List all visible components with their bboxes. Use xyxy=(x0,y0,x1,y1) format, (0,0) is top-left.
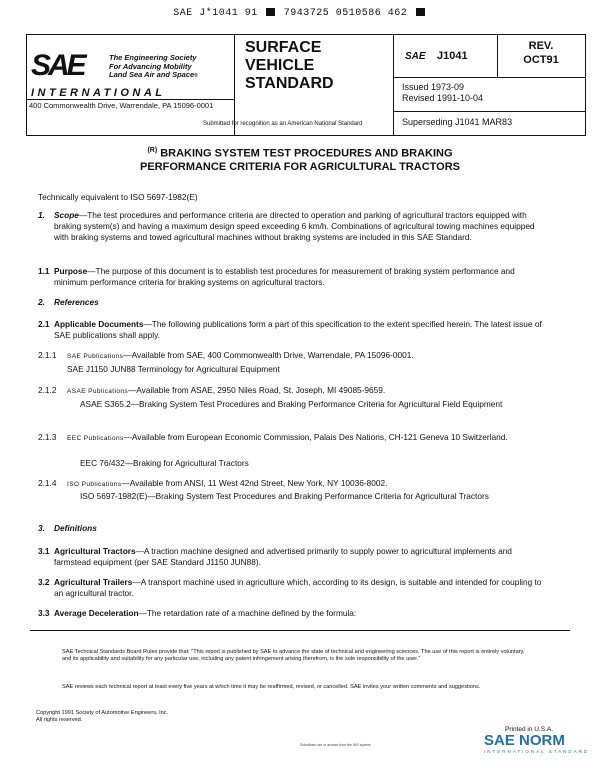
section-text: —The retardation rate of a machine defined by the formula: xyxy=(138,608,357,618)
section-text: —A transport machine used in agriculture which, according to its design, is suitable and intended for coupling to an agricultural tractor. xyxy=(54,577,542,598)
board-rules-note: SAE Technical Standards Board Rules provide that: "This report is published by SAE to advance the state of technical and engineering sciences. The use of this report is entirely voluntary, and its applicability and suitability for any particular use, including any patent infringement arising therefrom, is the sole responsibility of the user." xyxy=(62,649,525,662)
barcode-left: SAE J*1041 91 xyxy=(173,8,258,19)
revision-label: REV. xyxy=(528,40,554,52)
section-number xyxy=(38,210,45,221)
standard-type-line: STANDARD xyxy=(245,75,334,92)
review-note: SAE reviews each technical report at least every five years at which time it may be reaffirmed, revised, or cancelled. SAE invites your written comments and suggestions. xyxy=(62,684,481,690)
section-text: —Available from SAE, 400 Commonwealth Drive, Warrendale, PA 15096-0001. xyxy=(123,350,414,360)
watermark-subtitle: INTERNATIONAL STANDARD xyxy=(484,749,590,754)
section-text: —The purpose of this document is to establish test procedures for measurement of braking system performance and minimum performance criteria for braking systems on agricultural tractors. xyxy=(54,266,515,287)
section-number xyxy=(38,523,45,534)
ihs-note: Substitute use or access from the IHS system xyxy=(300,743,371,747)
section-text: —The test procedures and performance criteria are directed to operation and parking of agricultural tractors equipped with braking system(s) and having a maximum design speed exceeding 6 km/h. Combinations of agricultural towing machines equipped with braking systems and towed agricultural machines without braking systems are included in this SAE Standard. xyxy=(54,210,535,242)
title-line xyxy=(60,144,540,161)
section-number xyxy=(38,577,50,588)
section-num: 3. xyxy=(38,523,45,533)
section-heading: Agricultural Trailers xyxy=(54,577,133,587)
section-average-deceleration xyxy=(54,608,544,619)
section-purpose xyxy=(54,266,544,288)
section-iso-publications xyxy=(67,478,545,490)
section-num: 2.1 xyxy=(38,319,50,329)
section-text: —A traction machine designed and advertised primarily to supply power to agricultural implements and farmstead equipment (per SAE Standard J1150 JUN88). xyxy=(54,546,512,567)
section-sae-publications xyxy=(67,350,545,362)
document-number: J1041 xyxy=(437,50,468,62)
section-number xyxy=(38,266,50,277)
section-heading: Average Deceleration xyxy=(54,608,139,618)
registered-mark: ® xyxy=(194,73,198,79)
submitted-note: Submitted for recognition as an American National Standard xyxy=(203,121,363,127)
section-num: 3.1 xyxy=(38,546,50,556)
superseding-note: Superseding J1041 MAR83 xyxy=(402,117,513,127)
footer-rule xyxy=(30,630,570,631)
issued-date: Issued 1973-09 xyxy=(402,82,465,92)
printed-note: Printed in U.S.A. xyxy=(505,726,554,733)
barcode-block-icon xyxy=(266,8,275,16)
sae-logo-tagline xyxy=(109,54,198,81)
section-text: —Available from ASAE, 2950 Niles Road, St. Joseph, MI 49085-9659. xyxy=(128,385,386,395)
section-applicable-documents xyxy=(54,319,544,341)
section-agricultural-trailers xyxy=(54,577,544,599)
reference-entry: EEC 76/432—Braking for Agricultural Tractors xyxy=(80,458,249,468)
section-num: 3.3 xyxy=(38,608,50,618)
section-heading: Applicable Documents xyxy=(54,319,144,329)
revision-box xyxy=(497,39,585,67)
revised-date: Revised 1991-10-04 xyxy=(402,93,484,103)
tagline-line: For Advancing Mobility xyxy=(109,61,192,71)
sae-logo: SAE xyxy=(31,49,84,82)
section-heading: SAE Publications xyxy=(67,353,124,360)
section-num: 2. xyxy=(38,297,45,307)
reference-entry: ISO 5697-1982(E)—Braking System Test Procedures and Braking Performance Criteria for Agricultural Tractors xyxy=(80,491,489,501)
section-agricultural-tractors xyxy=(54,546,544,568)
section-asae-publications xyxy=(67,385,545,397)
section-number: 2.1.4 xyxy=(38,478,57,488)
document-title xyxy=(60,144,540,174)
header-divider xyxy=(234,35,235,135)
section-scope xyxy=(54,210,544,243)
section-heading: Scope xyxy=(54,210,79,220)
section-heading: ASAE Publications xyxy=(67,388,128,395)
section-heading: References xyxy=(54,297,99,307)
document-header xyxy=(26,34,586,136)
copyright-line: Copyright 1991 Society of Automotive Engineers, Inc. xyxy=(36,710,169,716)
barcode-block-icon xyxy=(416,8,425,16)
watermark-title: SAE NORM xyxy=(484,732,565,749)
section-heading: Agricultural Tractors xyxy=(54,546,136,556)
section-heading: EEC Publications xyxy=(67,435,124,442)
section-number: 2.1.3 xyxy=(38,432,57,442)
section-text: —The following publications form a part of this specification to the extent specified herein. The latest issue of SAE publications shall apply. xyxy=(54,319,542,340)
title-line-1: BRAKING SYSTEM TEST PROCEDURES AND BRAKING xyxy=(160,147,453,160)
copyright-line: All rights reserved. xyxy=(36,717,83,723)
section-definitions xyxy=(54,523,97,534)
section-number: 2.1.2 xyxy=(38,385,57,395)
standard-type-line: VEHICLE xyxy=(245,57,315,74)
section-num: 1.1 xyxy=(38,266,50,276)
section-number: 2.1.1 xyxy=(38,350,57,360)
header-rule xyxy=(393,77,585,78)
section-eec-publications xyxy=(67,432,545,444)
section-heading: ISO Publications xyxy=(67,481,122,488)
title-line-2: PERFORMANCE CRITERIA FOR AGRICULTURAL TRACTORS xyxy=(139,160,460,173)
section-num: 1. xyxy=(38,210,45,220)
section-heading: Definitions xyxy=(54,523,97,533)
section-references xyxy=(54,297,99,308)
header-rule xyxy=(27,99,234,100)
header-divider xyxy=(393,35,394,135)
section-number xyxy=(38,546,50,557)
equivalence-note: Technically equivalent to ISO 5697-1982(E) xyxy=(38,192,198,202)
issue-dates xyxy=(402,82,483,104)
barcode-line xyxy=(0,8,600,19)
sae-norm-watermark xyxy=(484,732,589,754)
sae-address: 400 Commonwealth Drive, Warrendale, PA 15096-0001 xyxy=(29,101,214,110)
section-number xyxy=(38,319,50,330)
revision-mark: (R) xyxy=(147,147,158,154)
barcode-right: 7943725 0510586 462 xyxy=(283,8,408,19)
section-text: —Available from ANSI, 11 West 42nd Street, New York, NY 10036-8002. xyxy=(121,478,388,488)
international-label: INTERNATIONAL xyxy=(31,87,166,99)
tagline-line xyxy=(109,71,198,81)
standard-type xyxy=(245,39,334,93)
section-heading: Purpose xyxy=(54,266,88,276)
section-num: 3.2 xyxy=(38,577,50,587)
sae-small-logo: SAE xyxy=(405,51,426,62)
section-number xyxy=(38,297,45,308)
section-text: —Available from European Economic Commission, Palais Des Nations, CH-121 Geneva 10 Switzerland. xyxy=(123,432,508,442)
tagline-line: The Engineering Society xyxy=(109,53,197,62)
section-number xyxy=(38,608,50,619)
copyright-note xyxy=(36,710,336,724)
reference-entry: ASAE S365.2—Braking System Test Procedures and Braking Performance Criteria for Agricultural Field Equipment xyxy=(80,399,503,409)
header-rule xyxy=(393,111,585,112)
standard-type-line: SURFACE xyxy=(245,39,322,56)
reference-entry: SAE J1150 JUN88 Terminology for Agricultural Equipment xyxy=(67,364,280,374)
tagline-text: Land Sea Air and Space xyxy=(109,70,195,79)
revision-value: OCT91 xyxy=(523,54,559,66)
